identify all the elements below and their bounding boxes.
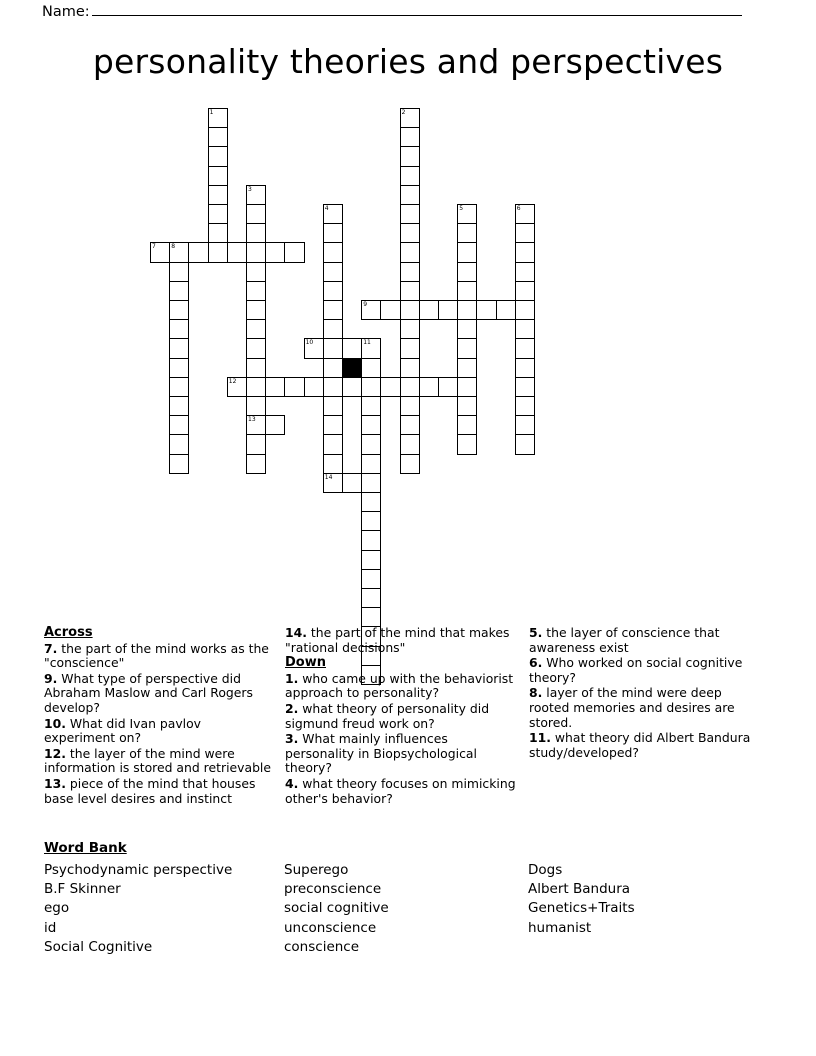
- clue-item: [44, 777, 276, 806]
- grid-cell[interactable]: [265, 377, 285, 397]
- grid-cell[interactable]: [400, 185, 420, 205]
- grid-cell[interactable]: [515, 281, 535, 301]
- grid-cell[interactable]: [169, 434, 189, 454]
- grid-cell[interactable]: [515, 338, 535, 358]
- grid-cell[interactable]: [246, 204, 266, 224]
- grid-cell[interactable]: [457, 242, 477, 262]
- grid-cell-number: 13: [248, 416, 256, 424]
- grid-cell[interactable]: [227, 242, 247, 262]
- grid-cell[interactable]: [246, 281, 266, 301]
- word-bank-heading: Word Bank: [44, 840, 127, 856]
- grid-cell[interactable]: [169, 300, 189, 320]
- grid-cell[interactable]: [380, 377, 400, 397]
- clue-number: 11.: [529, 730, 551, 746]
- grid-cell[interactable]: [246, 377, 266, 397]
- grid-cell[interactable]: [361, 396, 381, 416]
- clue-text: What mainly influences personality in Biopsychological theory?: [285, 731, 477, 776]
- clue-text: What did Ivan pavlov experiment on?: [44, 715, 202, 746]
- grid-cell[interactable]: [515, 434, 535, 454]
- grid-cell[interactable]: [323, 223, 343, 243]
- grid-cell[interactable]: [323, 396, 343, 416]
- grid-cell[interactable]: [208, 108, 228, 128]
- grid-cell-number: 7: [152, 243, 156, 251]
- grid-cell[interactable]: [515, 300, 535, 320]
- grid-cell[interactable]: [457, 319, 477, 339]
- across-heading: Across: [44, 625, 93, 640]
- grid-cell[interactable]: [361, 530, 381, 550]
- clues-column-3: [526, 626, 772, 807]
- word-bank-item: unconscience: [284, 919, 377, 936]
- word-bank-columns: [44, 861, 772, 957]
- grid-cell[interactable]: [361, 454, 381, 474]
- grid-cell[interactable]: [342, 377, 362, 397]
- grid-cell[interactable]: [361, 588, 381, 608]
- grid-cell[interactable]: [208, 242, 228, 262]
- grid-cell[interactable]: [515, 377, 535, 397]
- clue-text: what theory focuses on mimicking other's behavior?: [285, 775, 516, 806]
- clue-item: [285, 672, 518, 701]
- word-bank-item: Dogs: [528, 862, 563, 878]
- grid-cell[interactable]: [496, 300, 516, 320]
- grid-cell[interactable]: [476, 300, 496, 320]
- grid-cell[interactable]: [400, 127, 420, 147]
- grid-cell[interactable]: [323, 415, 343, 435]
- word-bank-item: Genetics+Traits: [528, 900, 635, 917]
- grid-cell[interactable]: [169, 358, 189, 378]
- clue-item: [44, 642, 276, 671]
- grid-cell[interactable]: [361, 338, 381, 358]
- clue-item: [285, 702, 518, 731]
- clue-item: [285, 777, 518, 806]
- clue-number: 13.: [44, 775, 66, 791]
- grid-cell[interactable]: [361, 434, 381, 454]
- grid-cell[interactable]: [208, 204, 228, 224]
- grid-cell[interactable]: [457, 434, 477, 454]
- grid-cell[interactable]: [169, 319, 189, 339]
- grid-cell[interactable]: [265, 415, 285, 435]
- grid-cell-number: 12: [228, 377, 237, 385]
- grid-cell[interactable]: [400, 262, 420, 282]
- clue-text: who came up with the behaviorist approach to personality?: [285, 670, 514, 701]
- clue-text: What type of perspective did Abraham Maslow and Carl Rogers develop?: [44, 670, 253, 715]
- grid-cell[interactable]: [515, 242, 535, 262]
- grid-cell-number: 6: [516, 205, 521, 212]
- grid-cell-number: 2: [401, 109, 406, 116]
- grid-cell[interactable]: [380, 300, 400, 320]
- grid-cell[interactable]: [342, 473, 362, 493]
- clue-item: [44, 717, 276, 746]
- word-bank-item: conscience: [284, 938, 360, 955]
- grid-cell[interactable]: [515, 204, 535, 224]
- grid-cell[interactable]: [169, 281, 189, 301]
- grid-cell[interactable]: [208, 185, 228, 205]
- grid-cell[interactable]: [323, 434, 343, 454]
- grid-cell[interactable]: [323, 319, 343, 339]
- grid-cell[interactable]: [400, 319, 420, 339]
- word-bank-column: [284, 861, 524, 957]
- grid-cell[interactable]: [361, 358, 381, 378]
- clue-text: the part of the mind works as the "conscience": [44, 640, 269, 671]
- clue-text: piece of the mind that houses base level desires and instinct: [44, 775, 256, 806]
- grid-cell[interactable]: [515, 415, 535, 435]
- grid-cell[interactable]: [169, 338, 189, 358]
- grid-cell[interactable]: [400, 146, 420, 166]
- grid-cell[interactable]: [169, 242, 189, 262]
- grid-cell[interactable]: [208, 146, 228, 166]
- grid-cell[interactable]: [361, 511, 381, 531]
- grid-cell[interactable]: [246, 454, 266, 474]
- grid-cell-number: 1: [209, 109, 214, 116]
- grid-cell[interactable]: [208, 223, 228, 243]
- grid-cell[interactable]: [246, 242, 266, 262]
- clue-item: [529, 626, 764, 655]
- grid-cell[interactable]: [208, 166, 228, 186]
- grid-cell-number: 8: [171, 243, 176, 251]
- grid-cell[interactable]: [400, 454, 420, 474]
- grid-cell[interactable]: [400, 396, 420, 416]
- word-bank-item: id: [44, 919, 57, 936]
- clue-number: 7.: [44, 640, 58, 656]
- grid-cell[interactable]: [515, 262, 535, 282]
- grid-cell[interactable]: [284, 377, 304, 397]
- grid-cell[interactable]: [515, 319, 535, 339]
- clue-text: the layer of the mind were information is stored and retrievable: [44, 745, 271, 776]
- grid-cell[interactable]: [400, 223, 420, 243]
- grid-cell[interactable]: [323, 454, 343, 474]
- clue-text: what theory of personality did sigmund freud work on?: [285, 700, 490, 731]
- grid-cell[interactable]: [400, 338, 420, 358]
- grid-cell-number: 14: [324, 473, 333, 481]
- grid-cell[interactable]: [246, 338, 266, 358]
- grid-cell[interactable]: [323, 204, 343, 224]
- grid-cell[interactable]: [400, 300, 420, 320]
- clue-item: [285, 626, 518, 655]
- grid-cell-number: 5: [459, 205, 464, 212]
- word-bank-item: Superego: [284, 862, 349, 878]
- clue-number: 4.: [285, 775, 299, 791]
- grid-cell[interactable]: [400, 434, 420, 454]
- grid-cell[interactable]: [284, 242, 304, 262]
- clues-section: [44, 626, 772, 807]
- grid-cell[interactable]: [246, 223, 266, 243]
- word-bank-section: [44, 840, 772, 957]
- grid-cell[interactable]: [323, 377, 343, 397]
- word-bank-item: preconscience: [284, 881, 382, 898]
- grid-cell[interactable]: [457, 281, 477, 301]
- grid-cell[interactable]: [227, 377, 247, 397]
- grid-cell[interactable]: [400, 358, 420, 378]
- clue-text: the part of the mind that makes "rational decisions": [285, 625, 510, 655]
- grid-cell[interactable]: [246, 415, 266, 435]
- clue-number: 12.: [44, 745, 66, 761]
- grid-cell[interactable]: [208, 127, 228, 147]
- grid-cell[interactable]: [169, 262, 189, 282]
- clue-item: [285, 732, 518, 776]
- grid-cell[interactable]: [246, 358, 266, 378]
- grid-cell[interactable]: [515, 396, 535, 416]
- grid-cell[interactable]: [169, 377, 189, 397]
- grid-cell[interactable]: [457, 396, 477, 416]
- word-bank-item: Social Cognitive: [44, 938, 153, 955]
- clue-item: [529, 656, 764, 685]
- word-bank-item: Albert Bandura: [528, 881, 631, 898]
- word-bank-column: [524, 861, 764, 957]
- clue-text: what theory did Albert Bandura study/developed?: [529, 730, 751, 760]
- grid-cell[interactable]: [361, 473, 381, 493]
- grid-cell[interactable]: [457, 300, 477, 320]
- clue-item: [529, 686, 764, 730]
- grid-cell[interactable]: [457, 338, 477, 358]
- grid-cell[interactable]: [400, 281, 420, 301]
- grid-cell[interactable]: [400, 108, 420, 128]
- word-bank-item: B.F Skinner: [44, 881, 121, 898]
- word-bank-item: humanist: [528, 919, 592, 936]
- grid-cell-number: 10: [305, 339, 314, 347]
- grid-cell[interactable]: [304, 338, 324, 358]
- grid-cell[interactable]: [342, 338, 362, 358]
- clue-number: 9.: [44, 670, 58, 686]
- grid-cell[interactable]: [400, 204, 420, 224]
- clue-item: [44, 672, 276, 716]
- down-heading: Down: [285, 655, 326, 671]
- grid-cell[interactable]: [438, 300, 458, 320]
- clue-number: 10.: [44, 715, 66, 731]
- grid-cell[interactable]: [515, 223, 535, 243]
- clue-number: 5.: [529, 625, 543, 640]
- grid-cell[interactable]: [246, 319, 266, 339]
- grid-cell[interactable]: [361, 300, 381, 320]
- grid-cell-blocked: [342, 358, 362, 378]
- grid-cell-number: 9: [363, 301, 368, 308]
- clue-item: [529, 731, 764, 760]
- clue-number: 3.: [285, 731, 299, 747]
- grid-cell[interactable]: [361, 569, 381, 589]
- grid-cell[interactable]: [323, 300, 343, 320]
- grid-cell[interactable]: [246, 185, 266, 205]
- grid-cell[interactable]: [169, 415, 189, 435]
- grid-cell[interactable]: [400, 377, 420, 397]
- clue-number: 8.: [529, 685, 543, 701]
- grid-cell[interactable]: [457, 204, 477, 224]
- page-title: personality theories and perspectives: [92, 42, 724, 81]
- grid-cell[interactable]: [457, 223, 477, 243]
- grid-cell[interactable]: [400, 242, 420, 262]
- clue-number: 14.: [285, 625, 307, 640]
- grid-cell[interactable]: [323, 281, 343, 301]
- word-bank-item: ego: [44, 900, 70, 917]
- grid-cell[interactable]: [304, 377, 324, 397]
- grid-cell[interactable]: [246, 262, 266, 282]
- grid-cell[interactable]: [323, 262, 343, 282]
- grid-cell[interactable]: [400, 415, 420, 435]
- clues-column-1: [44, 626, 284, 807]
- grid-cell-number: 4: [324, 205, 329, 212]
- word-bank-item: Psychodynamic perspective: [44, 862, 233, 878]
- grid-cell[interactable]: [169, 396, 189, 416]
- clue-item: [44, 747, 276, 776]
- grid-cell[interactable]: [361, 492, 381, 512]
- grid-cell[interactable]: [438, 377, 458, 397]
- clue-text: Who worked on social cognitive theory?: [529, 655, 743, 685]
- name-label: Name:: [42, 4, 90, 20]
- grid-cell[interactable]: [169, 454, 189, 474]
- grid-cell[interactable]: [323, 338, 343, 358]
- grid-cell[interactable]: [323, 242, 343, 262]
- grid-cell[interactable]: [457, 358, 477, 378]
- grid-cell[interactable]: [323, 358, 343, 378]
- grid-cell[interactable]: [361, 377, 381, 397]
- grid-cell[interactable]: [400, 166, 420, 186]
- grid-cell[interactable]: [188, 242, 208, 262]
- grid-cell[interactable]: [457, 377, 477, 397]
- grid-cell[interactable]: [361, 550, 381, 570]
- grid-cell[interactable]: [515, 358, 535, 378]
- grid-cell[interactable]: [265, 242, 285, 262]
- word-bank-column: [44, 861, 284, 957]
- grid-cell[interactable]: [419, 377, 439, 397]
- grid-cell[interactable]: [361, 415, 381, 435]
- grid-cell[interactable]: [457, 415, 477, 435]
- grid-cell[interactable]: [457, 262, 477, 282]
- clue-number: 1.: [285, 670, 299, 686]
- clue-text: layer of the mind were deep rooted memories and desires are stored.: [529, 685, 735, 730]
- clue-number: 6.: [529, 655, 543, 671]
- clue-text: the layer of conscience that awareness exist: [529, 625, 720, 655]
- grid-cell-number: 3: [248, 185, 252, 193]
- grid-cell[interactable]: [246, 300, 266, 320]
- grid-cell[interactable]: [246, 434, 266, 454]
- word-bank-item: social cognitive: [284, 900, 389, 917]
- grid-cell[interactable]: [246, 396, 266, 416]
- grid-cell-number: 11: [363, 339, 371, 347]
- clue-number: 2.: [285, 700, 299, 716]
- grid-cell[interactable]: [419, 300, 439, 320]
- grid-cell[interactable]: [323, 473, 343, 493]
- grid-cell[interactable]: [150, 242, 170, 262]
- clues-column-2: [284, 626, 526, 807]
